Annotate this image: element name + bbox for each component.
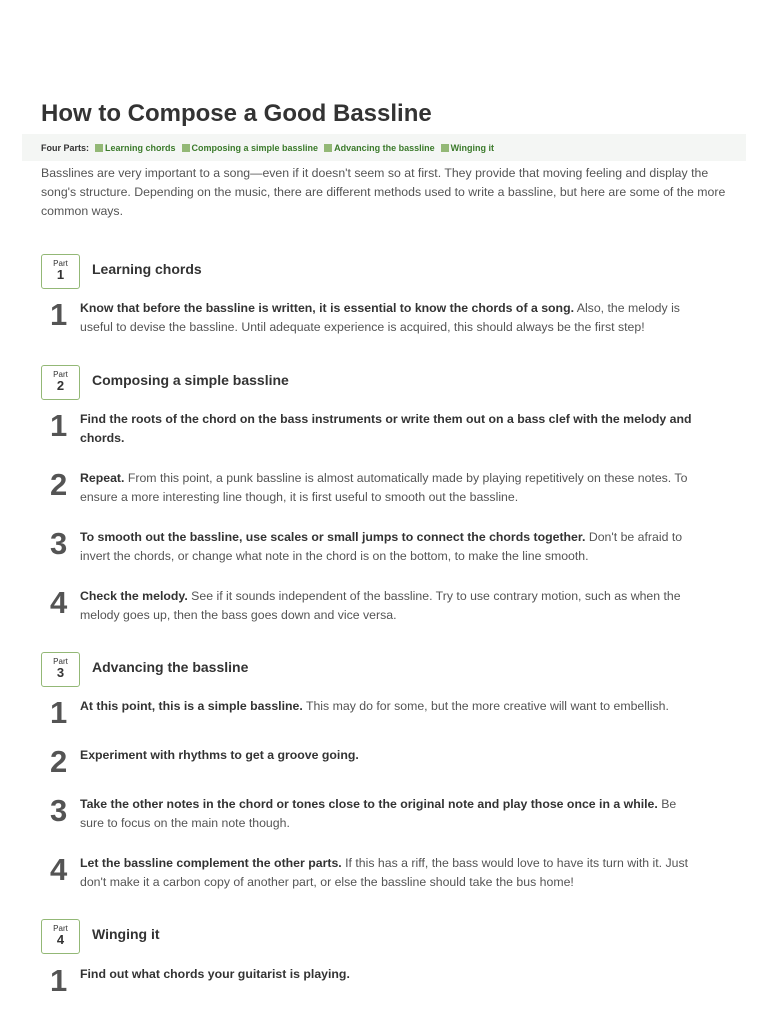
step-text: Check the melody. See if it sounds independent of the bassline. Try to use contrary motion, such as when the melody goes up, then the bass goes down and vice versa. <box>80 589 681 622</box>
square-icon <box>95 144 103 152</box>
part-header <box>41 365 641 403</box>
square-icon <box>324 144 332 152</box>
part-title: Advancing the bassline <box>92 659 249 675</box>
page-title: How to Compose a Good Bassline <box>41 100 432 127</box>
parts-link-composing[interactable]: Composing a simple bassline <box>182 143 319 153</box>
square-icon <box>182 144 190 152</box>
step-number: 4 <box>50 852 68 887</box>
step-text: Find out what chords your guitarist is playing. <box>80 967 350 981</box>
step-number: 3 <box>50 526 68 561</box>
parts-link-learning-chords[interactable]: Learning chords <box>95 143 176 153</box>
step-text: Experiment with rhythms to get a groove going. <box>80 748 359 762</box>
part-badge: Part 4 <box>41 919 80 954</box>
part-header <box>41 652 641 690</box>
part-badge: Part 2 <box>41 365 80 400</box>
step-number: 1 <box>50 297 68 332</box>
step-text: Let the bassline complement the other parts. If this has a riff, the bass would love to have its turn with it. Just don't make it a carbon copy of another part, or else the bassline should take the bus home! <box>80 856 689 889</box>
parts-link-advancing[interactable]: Advancing the bassline <box>324 143 435 153</box>
step-number: 1 <box>50 695 68 730</box>
part-title: Composing a simple bassline <box>92 372 289 388</box>
step-number: 3 <box>50 793 68 828</box>
parts-label: Four Parts: <box>41 142 90 153</box>
step-number: 2 <box>50 744 68 779</box>
step-text: Take the other notes in the chord or tones close to the original note and play those once in a while. Be sure to focus on the main note though. <box>80 797 677 830</box>
part-badge: Part 1 <box>41 254 80 289</box>
step-text: Know that before the bassline is written, it is essential to know the chords of a song. Also, the melody is useful to devise the bassline. Until adequate experience is acquired, this should always be the first step! <box>80 301 680 334</box>
part-badge: Part 3 <box>41 652 80 687</box>
step-number: 4 <box>50 585 68 620</box>
step-text: At this point, this is a simple bassline. This may do for some, but the more creative will want to embellish. <box>80 699 669 713</box>
parts-navigation <box>22 134 746 161</box>
part-title: Learning chords <box>92 261 202 277</box>
step-number: 2 <box>50 467 68 502</box>
part-title: Winging it <box>92 926 160 942</box>
step-text: Repeat. From this point, a punk bassline is almost automatically made by playing repetitively on these notes. To ensure a more interesting line though, it is first useful to smooth out the bassline. <box>80 471 688 504</box>
step-text: Find the roots of the chord on the bass instruments or write them out on a bass clef with the melody and chords. <box>80 412 692 445</box>
step-number: 1 <box>50 408 68 443</box>
intro-paragraph: Basslines are very important to a song—even if it doesn't seem so at first. They provide that moving feeling and display the song's structure. Depending on the music, there are different methods used to write a bassline, but here are some of the more common ways. <box>41 166 726 218</box>
step-text: To smooth out the bassline, use scales or small jumps to connect the chords together. Don't be afraid to invert the chords, or change what note in the chord is on the bottom, to make the line smooth. <box>80 530 683 563</box>
square-icon <box>441 144 449 152</box>
step-number: 1 <box>50 963 68 998</box>
part-header <box>41 919 641 957</box>
parts-link-winging[interactable]: Winging it <box>441 143 494 153</box>
part-header <box>41 254 641 292</box>
